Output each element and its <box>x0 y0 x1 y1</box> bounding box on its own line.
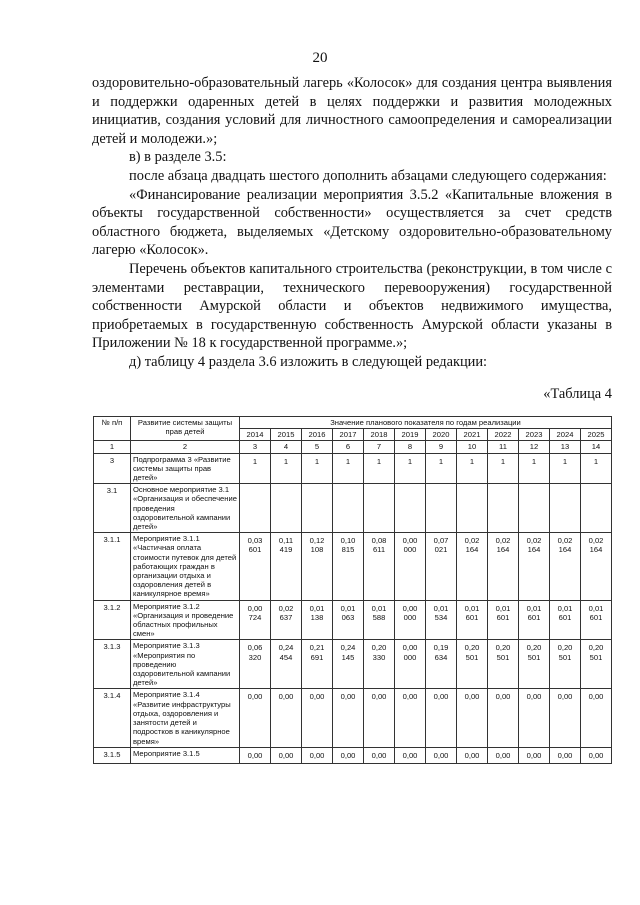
value-cell: 0,01 601 <box>550 600 581 640</box>
value-cell: 0,00 <box>333 689 364 747</box>
value-cell: 0,20 501 <box>488 640 519 689</box>
value-cell <box>457 484 488 533</box>
value-cell: 0,00 <box>581 747 612 763</box>
value-cell: 0,00 <box>550 689 581 747</box>
paragraph: д) таблицу 4 раздела 3.6 изложить в следующей редакции: <box>129 353 488 370</box>
value-cell: 0,02 164 <box>457 533 488 600</box>
table-row <box>94 747 612 763</box>
year-header: 2023 <box>519 429 550 441</box>
column-header-name: Развитие системы защиты прав детей <box>131 417 240 441</box>
year-header: 2017 <box>333 429 364 441</box>
value-cell <box>519 484 550 533</box>
value-cell <box>271 484 302 533</box>
value-cell <box>395 484 426 533</box>
row-name: Подпрограмма 3 «Развитие системы защиты прав детей» <box>131 453 240 484</box>
value-cell: 0,20 501 <box>581 640 612 689</box>
paragraph: после абзаца двадцать шестого дополнить абзацами следующего содержания: <box>129 167 607 184</box>
year-header: 2021 <box>457 429 488 441</box>
table-row <box>94 453 612 484</box>
body-text <box>92 74 612 372</box>
value-cell: 1 <box>488 453 519 484</box>
value-cell: 0,02 164 <box>550 533 581 600</box>
value-cell <box>550 484 581 533</box>
value-cell <box>426 484 457 533</box>
row-number: 3.1.4 <box>94 689 131 747</box>
value-cell: 0,00 <box>302 747 333 763</box>
value-cell: 1 <box>364 453 395 484</box>
column-index: 13 <box>550 441 581 453</box>
value-cell: 0,00 <box>426 747 457 763</box>
value-cell: 0,00 <box>488 747 519 763</box>
value-cell: 0,21 691 <box>302 640 333 689</box>
value-cell: 0,00 000 <box>395 600 426 640</box>
value-cell: 1 <box>302 453 333 484</box>
year-header: 2014 <box>240 429 271 441</box>
table-row <box>94 600 612 640</box>
value-cell: 0,19 634 <box>426 640 457 689</box>
value-cell: 0,12 108 <box>302 533 333 600</box>
value-cell: 0,00 <box>271 747 302 763</box>
value-cell: 0,20 330 <box>364 640 395 689</box>
value-cell: 0,00 <box>395 689 426 747</box>
value-cell: 0,06 320 <box>240 640 271 689</box>
row-name: Основное мероприятие 3.1 «Организация и обеспечение проведения оздоровительной кампании детей» <box>131 484 240 533</box>
table-caption: «Таблица 4 <box>543 386 612 402</box>
column-index: 9 <box>426 441 457 453</box>
value-cell: 0,01 601 <box>581 600 612 640</box>
value-cell: 0,00 <box>333 747 364 763</box>
row-number: 3.1.3 <box>94 640 131 689</box>
value-cell: 1 <box>581 453 612 484</box>
value-cell: 0,01 588 <box>364 600 395 640</box>
value-cell: 0,10 815 <box>333 533 364 600</box>
value-cell: 0,00 <box>271 689 302 747</box>
year-header: 2016 <box>302 429 333 441</box>
table-row <box>94 689 612 747</box>
value-cell: 0,20 501 <box>550 640 581 689</box>
value-cell <box>302 484 333 533</box>
value-cell: 0,00 724 <box>240 600 271 640</box>
row-number: 3.1 <box>94 484 131 533</box>
year-header: 2020 <box>426 429 457 441</box>
row-number: 3.1.5 <box>94 747 131 763</box>
value-cell: 0,00 <box>426 689 457 747</box>
value-cell: 0,00 <box>240 689 271 747</box>
value-cell: 0,01 063 <box>333 600 364 640</box>
value-cell: 1 <box>550 453 581 484</box>
column-index-row <box>94 441 612 453</box>
value-cell: 0,02 637 <box>271 600 302 640</box>
value-cell: 0,00 <box>519 689 550 747</box>
column-index: 7 <box>364 441 395 453</box>
value-cell: 0,20 501 <box>519 640 550 689</box>
year-header: 2019 <box>395 429 426 441</box>
value-cell: 0,00 <box>457 747 488 763</box>
year-header: 2022 <box>488 429 519 441</box>
column-header-number: № п/п <box>94 417 131 441</box>
value-cell: 1 <box>426 453 457 484</box>
value-cell: 0,20 501 <box>457 640 488 689</box>
column-index: 12 <box>519 441 550 453</box>
value-cell: 0,24 454 <box>271 640 302 689</box>
year-header: 2024 <box>550 429 581 441</box>
value-cell: 1 <box>457 453 488 484</box>
value-cell: 0,03 601 <box>240 533 271 600</box>
column-index: 8 <box>395 441 426 453</box>
year-header: 2025 <box>581 429 612 441</box>
paragraph: в) в разделе 3.5: <box>129 149 227 166</box>
year-header: 2018 <box>364 429 395 441</box>
value-cell <box>240 484 271 533</box>
table-body <box>94 453 612 763</box>
row-name: Мероприятие 3.1.3 «Мероприятия по проведению оздоровительной кампании детей» <box>131 640 240 689</box>
value-cell: 0,08 611 <box>364 533 395 600</box>
year-header: 2015 <box>271 429 302 441</box>
value-cell: 0,11 419 <box>271 533 302 600</box>
value-cell: 0,00 <box>519 747 550 763</box>
value-cell: 0,01 534 <box>426 600 457 640</box>
value-cell: 0,00 <box>240 747 271 763</box>
row-number: 3.1.1 <box>94 533 131 600</box>
value-cell: 0,00 <box>302 689 333 747</box>
row-number: 3 <box>94 453 131 484</box>
table-row <box>94 640 612 689</box>
row-name: Мероприятие 3.1.1 «Частичная оплата стоимости путевок для детей работающих граждан в организации отдыха и оздоровления детей в каникулярное время» <box>131 533 240 600</box>
paragraph: «Финансирование реализации мероприятия 3.5.2 «Капитальные вложения в объекты государственной собственности» осуществляется за счет средств областного бюджета, выделяемых «Детскому оздоровительно-образовательному лагерю «Колосок». <box>92 186 612 259</box>
column-index: 6 <box>333 441 364 453</box>
value-cell: 1 <box>271 453 302 484</box>
paragraph: Перечень объектов капитального строительства (реконструкции, в том числе с элементами реставрации, технического перевооружения) государственной собственности Амурской области и объектов недвижимого имущества, приобретаемых в государственную собственность Амурской области указаны в Приложении № 18 к государственной программе.»; <box>92 260 612 352</box>
row-name: Мероприятие 3.1.4 «Развитие инфраструктуры отдыха, оздоровления и занятости детей и подростков в каникулярное время» <box>131 689 240 747</box>
value-cell: 1 <box>519 453 550 484</box>
indicators-table <box>93 416 612 764</box>
page-number: 20 <box>312 50 328 66</box>
value-cell: 0,01 601 <box>488 600 519 640</box>
column-index: 4 <box>271 441 302 453</box>
value-cell: 0,00 <box>581 689 612 747</box>
value-cell: 0,00 <box>457 689 488 747</box>
value-cell: 1 <box>395 453 426 484</box>
table-row <box>94 533 612 600</box>
value-cell: 0,01 601 <box>457 600 488 640</box>
row-name: Мероприятие 3.1.2 «Организация и проведение областных профильных смен» <box>131 600 240 640</box>
value-cell: 0,00 <box>488 689 519 747</box>
value-cell: 0,01 138 <box>302 600 333 640</box>
column-group-header: Значение планового показателя по годам реализации <box>240 417 612 429</box>
value-cell: 0,00 000 <box>395 640 426 689</box>
column-index: 3 <box>240 441 271 453</box>
value-cell: 1 <box>333 453 364 484</box>
value-cell: 0,02 164 <box>581 533 612 600</box>
value-cell: 0,00 000 <box>395 533 426 600</box>
value-cell <box>333 484 364 533</box>
row-number: 3.1.2 <box>94 600 131 640</box>
column-index: 11 <box>488 441 519 453</box>
value-cell: 0,00 <box>550 747 581 763</box>
value-cell: 0,24 145 <box>333 640 364 689</box>
value-cell: 0,00 <box>364 689 395 747</box>
column-index: 10 <box>457 441 488 453</box>
column-index: 1 <box>94 441 131 453</box>
value-cell: 0,00 <box>364 747 395 763</box>
column-index: 5 <box>302 441 333 453</box>
value-cell: 0,01 601 <box>519 600 550 640</box>
column-index: 2 <box>131 441 240 453</box>
table-row <box>94 484 612 533</box>
value-cell: 0,02 164 <box>488 533 519 600</box>
column-index: 14 <box>581 441 612 453</box>
table-header-row <box>94 417 612 429</box>
value-cell: 1 <box>240 453 271 484</box>
value-cell: 0,02 164 <box>519 533 550 600</box>
value-cell <box>364 484 395 533</box>
row-name: Мероприятие 3.1.5 <box>131 747 240 763</box>
value-cell: 0,00 <box>395 747 426 763</box>
value-cell <box>581 484 612 533</box>
paragraph: оздоровительно-образовательный лагерь «Колосок» для создания центра выявления и поддержки одаренных детей в целях поддержки и развития молодежных инициатив, создания условий для личностного самоопределения и самореализации детей и молодежи.»; <box>92 75 612 147</box>
value-cell <box>488 484 519 533</box>
value-cell: 0,07 021 <box>426 533 457 600</box>
